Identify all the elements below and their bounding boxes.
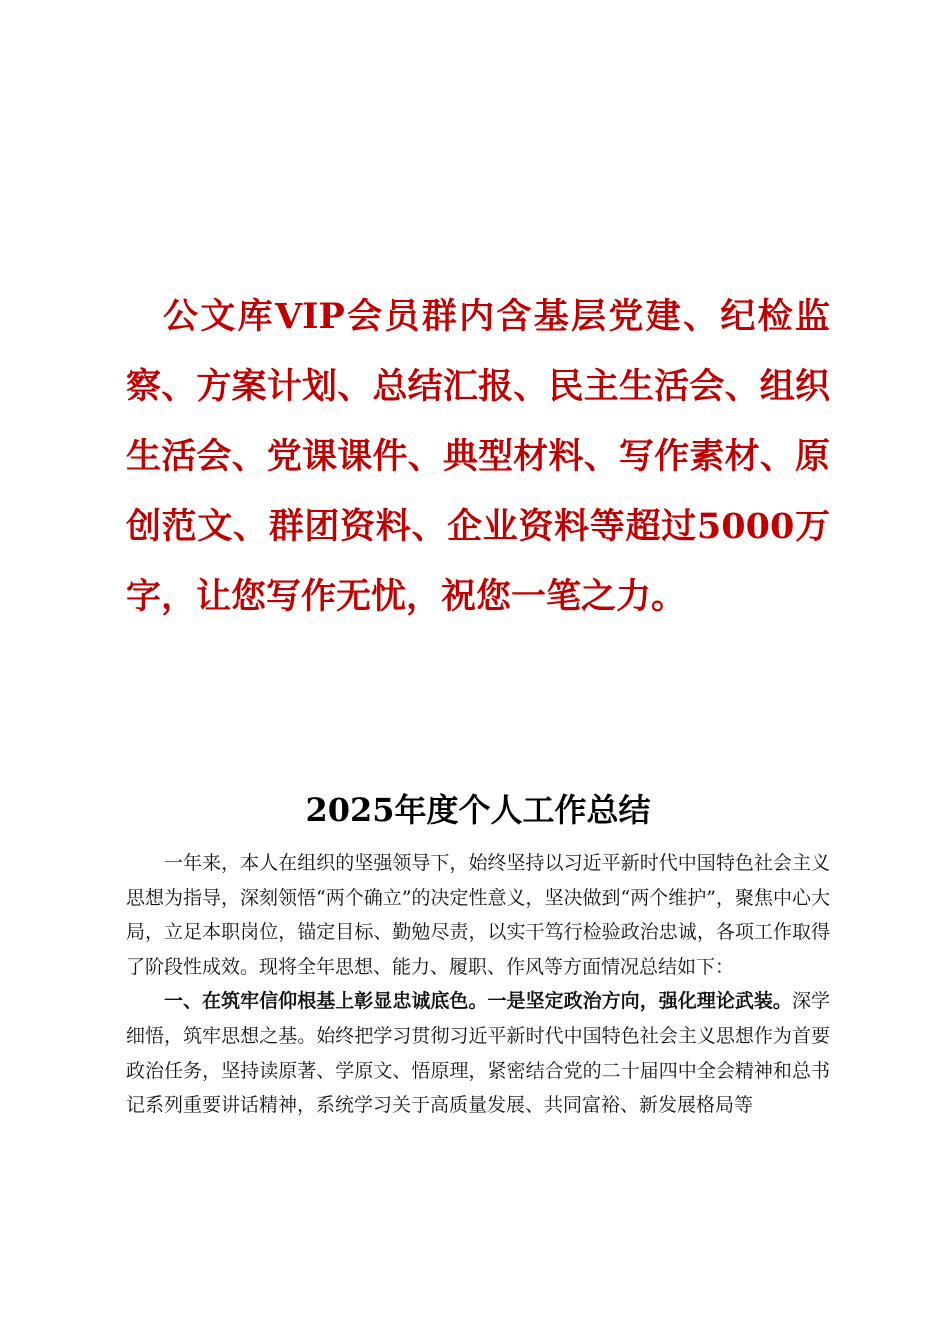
document-body (126, 846, 830, 1123)
intro-paragraph: 一年来，本人在组织的坚强领导下，始终坚持以习近平新时代中国特色社会主义思想为指导，深刻领悟“两个确立”的决定性意义，坚决做到“两个维护”，聚焦中心大局，立足本职岗位，锚定目标、勤勉尽责，以实干笃行检验政治忠诚，各项工作取得了阶段性成效。现将全年思想、能力、履职、作风等方面情况总结如下： (126, 852, 830, 978)
promo-paragraph: 公文库VIP会员群内含基层党建、纪检监察、方案计划、总结汇报、民主生活会、组织生活会、党课课件、典型材料、写作素材、原创范文、群团资料、企业资料等超过5000万字，让您写作无忧，祝您一笔之力。 (126, 296, 830, 617)
section-heading: 一、在筑牢信仰根基上彰显忠诚底色。 (164, 990, 488, 1013)
section-paragraph (126, 984, 830, 1122)
section-text: 深学细悟，筑牢思想之基。始终把学习贯彻习近平新时代中国特色社会主义思想作为首要政治任务，坚持读原著、学原文、悟原理，紧密结合党的二十届四中全会精神和总书记系列重要讲话精神，系统学习关于高质量发展、共同富裕、新发展格局等 (126, 990, 830, 1117)
section-subheading: 一是坚定政治方向，强化理论武装。 (487, 990, 792, 1013)
document-title: 2025年度个人工作总结 (305, 791, 651, 829)
